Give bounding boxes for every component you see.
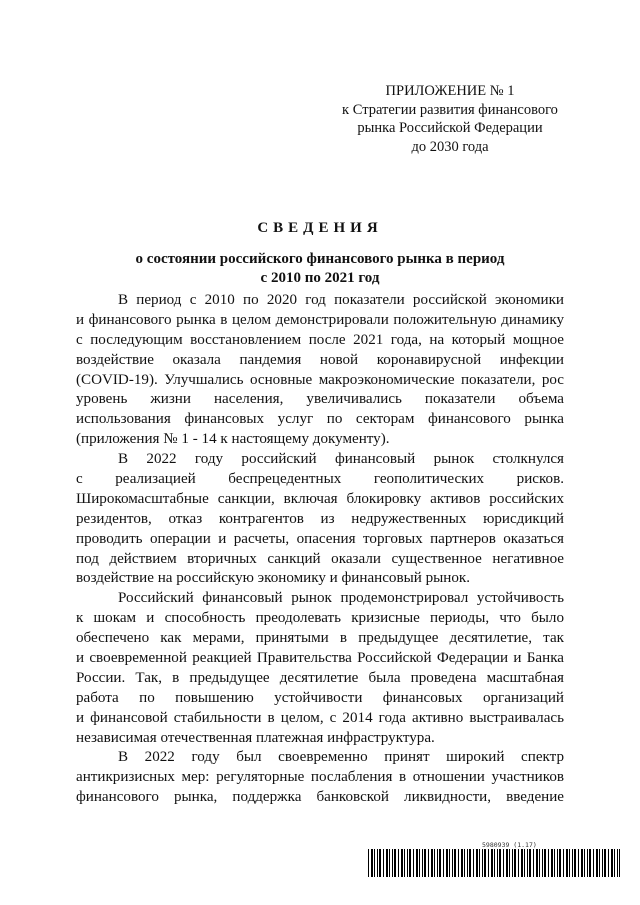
text-line: использования финансовых услуг по секторам финансового рынка: [76, 411, 564, 428]
text-line: работа по повышению устойчивости финансовых организаций: [76, 689, 564, 706]
appendix-block: [300, 82, 600, 156]
text-line: и своевременной реакцией Правительства Российской Федерации и Банка: [76, 650, 564, 667]
text-line: воздействие на российскую экономику и финансовый рынок.: [76, 570, 471, 587]
text-line: и финансового рынка в целом демонстрировали положительную динамику: [76, 311, 564, 328]
text-line: резидентов, отказ контрагентов из недружественных юрисдикций: [76, 510, 564, 527]
text-line: (приложения № 1 - 14 к настоящему документу).: [76, 431, 390, 448]
text-line: антикризисных мер: регуляторные послабления в отношении участников: [76, 769, 564, 786]
text-line: и финансовой стабильности в целом, с 2014 года активно выстраивалась: [76, 709, 564, 726]
document-body: [76, 291, 564, 808]
text-line: Широкомасштабные санкции, включая блокировку активов российских: [76, 490, 564, 507]
text-line: воздействие оказала пандемия новой коронавирусной инфекции: [76, 351, 564, 368]
text-line: обеспечено как мерами, принятыми в предыдущее десятилетие, так: [76, 630, 564, 647]
text-line: с последующим восстановлением после 2021 года, на который мощное: [76, 331, 564, 348]
text-line: России. Так, в предыдущее десятилетие была проведена масштабная: [76, 669, 564, 686]
document-title: СВЕДЕНИЯ: [257, 220, 383, 236]
text-line: Российский финансовый рынок продемонстрировал устойчивость: [118, 590, 564, 607]
barcode-label: 5980939 (1.17): [482, 841, 537, 849]
text-line: финансового рынка, поддержка банковской ликвидности, введение: [76, 789, 564, 806]
text-line: уровень жизни населения, увеличивались показатели объема: [76, 391, 564, 408]
appendix-reference-line: до 2030 года: [411, 138, 489, 155]
appendix-reference-line: рынка Российской Федерации: [357, 120, 543, 136]
text-line: с реализацией беспрецедентных геополитических рисков.: [76, 471, 564, 488]
document-subtitle-line: с 2010 по 2021 год: [260, 270, 380, 286]
appendix-number: ПРИЛОЖЕНИЕ № 1: [385, 83, 515, 99]
appendix-reference-line: к Стратегии развития финансового: [342, 101, 558, 118]
text-line: (COVID-19). Улучшались основные макроэкономические показатели, рос: [76, 371, 564, 388]
text-line: В 2022 году был своевременно принят широкий спектр: [118, 749, 564, 766]
text-line: под действием вторичных санкций оказали существенное негативное: [76, 550, 564, 567]
document-heading: [0, 218, 640, 288]
text-line: независимая отечественная платежная инфраструктура.: [76, 729, 435, 746]
text-line: к шокам и способность преодолевать кризисные периоды, что было: [76, 610, 564, 627]
text-line: проводить операции и расчеты, опасения торговых партнеров оказаться: [76, 530, 564, 547]
document-subtitle-line: о состоянии российского финансового рынка в период: [135, 251, 505, 267]
barcode: [368, 849, 620, 877]
text-line: В 2022 году российский финансовый рынок столкнулся: [118, 451, 564, 468]
text-line: В период с 2010 по 2020 год показатели российской экономики: [118, 292, 564, 308]
